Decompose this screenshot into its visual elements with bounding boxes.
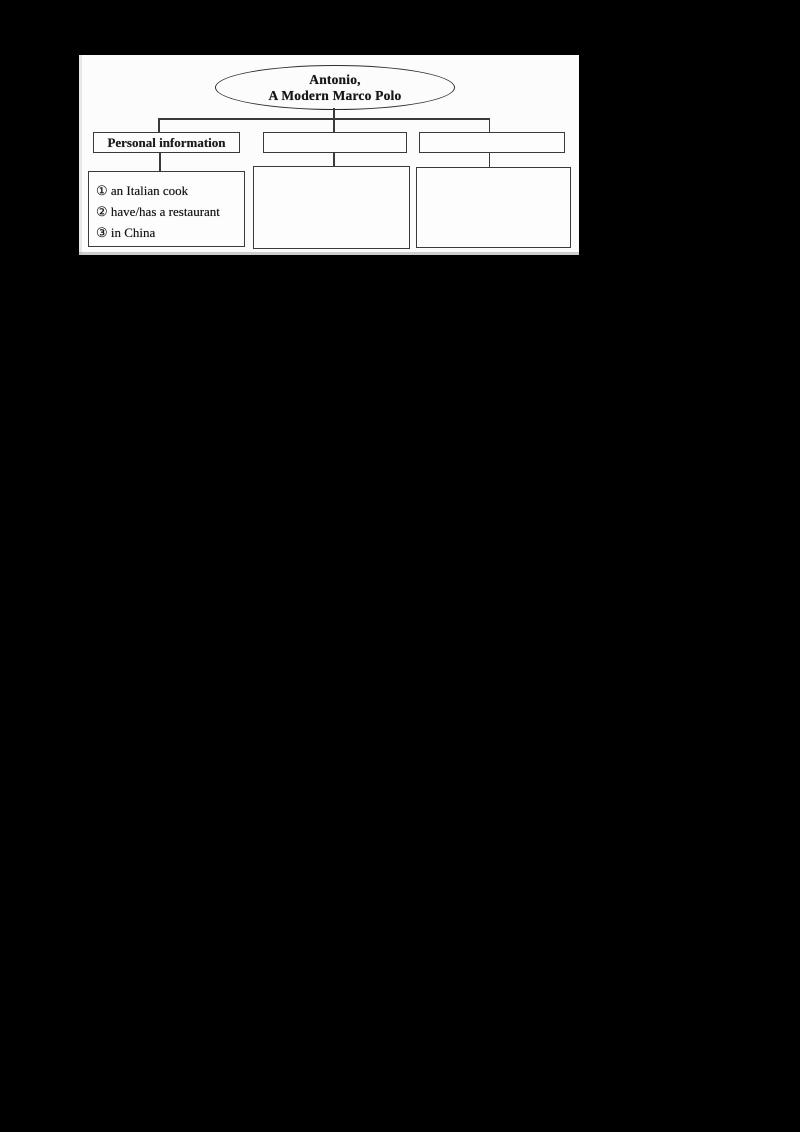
scanned-diagram-panel <box>79 55 579 255</box>
connector-center-drop <box>333 118 335 132</box>
connector-right-box-drop <box>489 153 491 167</box>
list-item-italian-cook: ① an Italian cook <box>96 183 189 198</box>
root-node-ellipse <box>215 65 455 110</box>
header-box-middle-blank <box>263 132 407 153</box>
root-node-title <box>269 72 402 104</box>
list-item-in-china: ③ in China <box>96 225 156 240</box>
connector-left-box-drop <box>159 153 161 171</box>
content-box-right-blank <box>416 167 571 248</box>
connector-right-drop <box>489 118 491 132</box>
list-item-restaurant: ② have/has a restaurant <box>96 204 220 219</box>
root-title-line-2: A Modern Marco Polo <box>268 87 402 103</box>
content-box-middle-blank <box>253 166 410 249</box>
connector-center-box-drop <box>333 153 335 166</box>
header-box-personal-information <box>93 132 240 153</box>
root-title-line-1: Antonio, <box>309 71 361 87</box>
connector-left-drop <box>158 118 160 132</box>
header-label-personal-information: Personal information <box>107 134 226 150</box>
header-box-right-blank <box>419 132 565 153</box>
connector-horizontal-bar <box>158 118 490 120</box>
content-box-personal-information <box>88 171 245 247</box>
